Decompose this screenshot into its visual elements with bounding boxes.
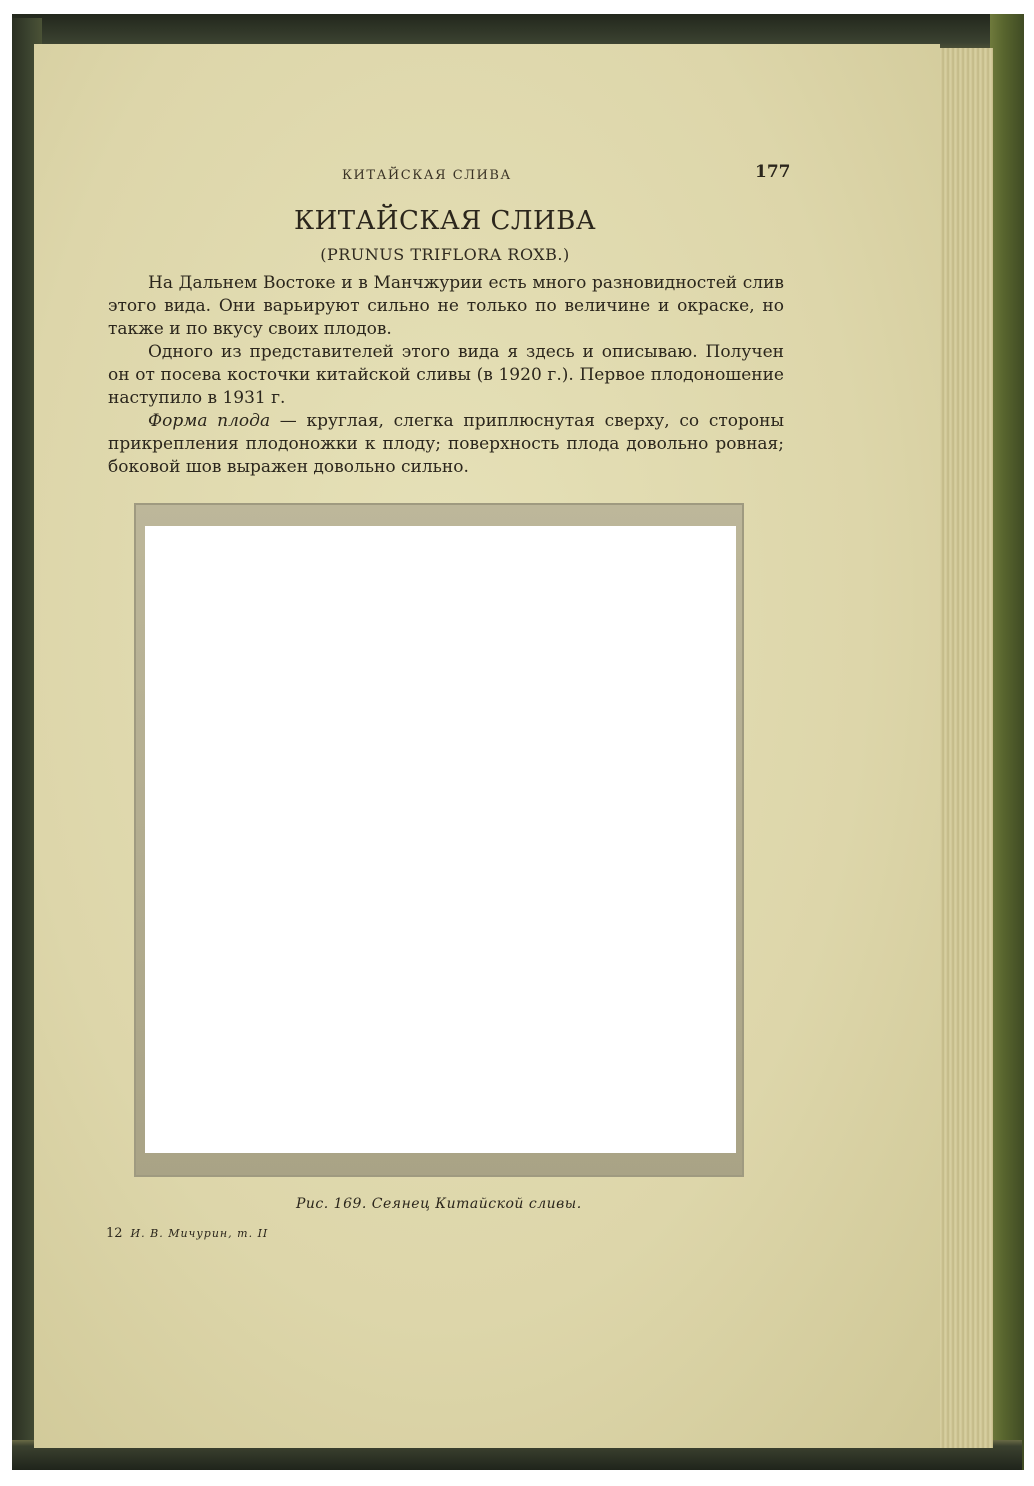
page-edges	[935, 48, 993, 1448]
page-number: 177	[755, 162, 791, 182]
figure-image	[145, 526, 736, 1153]
paragraph-3	[108, 410, 784, 479]
signature-text: И. В. Мичурин, т. II	[130, 1227, 269, 1240]
paragraph-2: Одного из представителей этого вида я здесь и описываю. Получен он от посева косточки китайской сливы (в 1920 г.). Первое плодоношение наступило в 1931 г.	[108, 342, 784, 408]
paragraph-3-lead: Форма плода	[148, 411, 271, 431]
running-head: КИТАЙСКАЯ СЛИВА	[342, 168, 512, 183]
article-subtitle: (PRUNUS TRIFLORA ROXB.)	[320, 245, 570, 264]
paragraph-3-rest: — круглая, слегка приплюснутая сверху, со стороны прикрепления плодоножки к плоду; поверхность плода довольно ровная; боковой шов выражен довольно сильно.	[108, 411, 784, 477]
article-title: КИТАЙСКАЯ СЛИВА	[293, 206, 597, 236]
paragraph-1: На Дальнем Востоке и в Манчжурии есть много разновидностей слив этого вида. Они варьируют сильно не только по величине и окраске, но также и по вкусу своих плодов.	[108, 273, 784, 339]
body-text	[108, 272, 784, 479]
figure-caption: Рис. 169. Сеянец Китайской сливы.	[296, 1196, 582, 1212]
page-footer	[106, 1226, 268, 1241]
book-cover-right	[990, 14, 1024, 1470]
signature-number: 12	[106, 1226, 123, 1241]
